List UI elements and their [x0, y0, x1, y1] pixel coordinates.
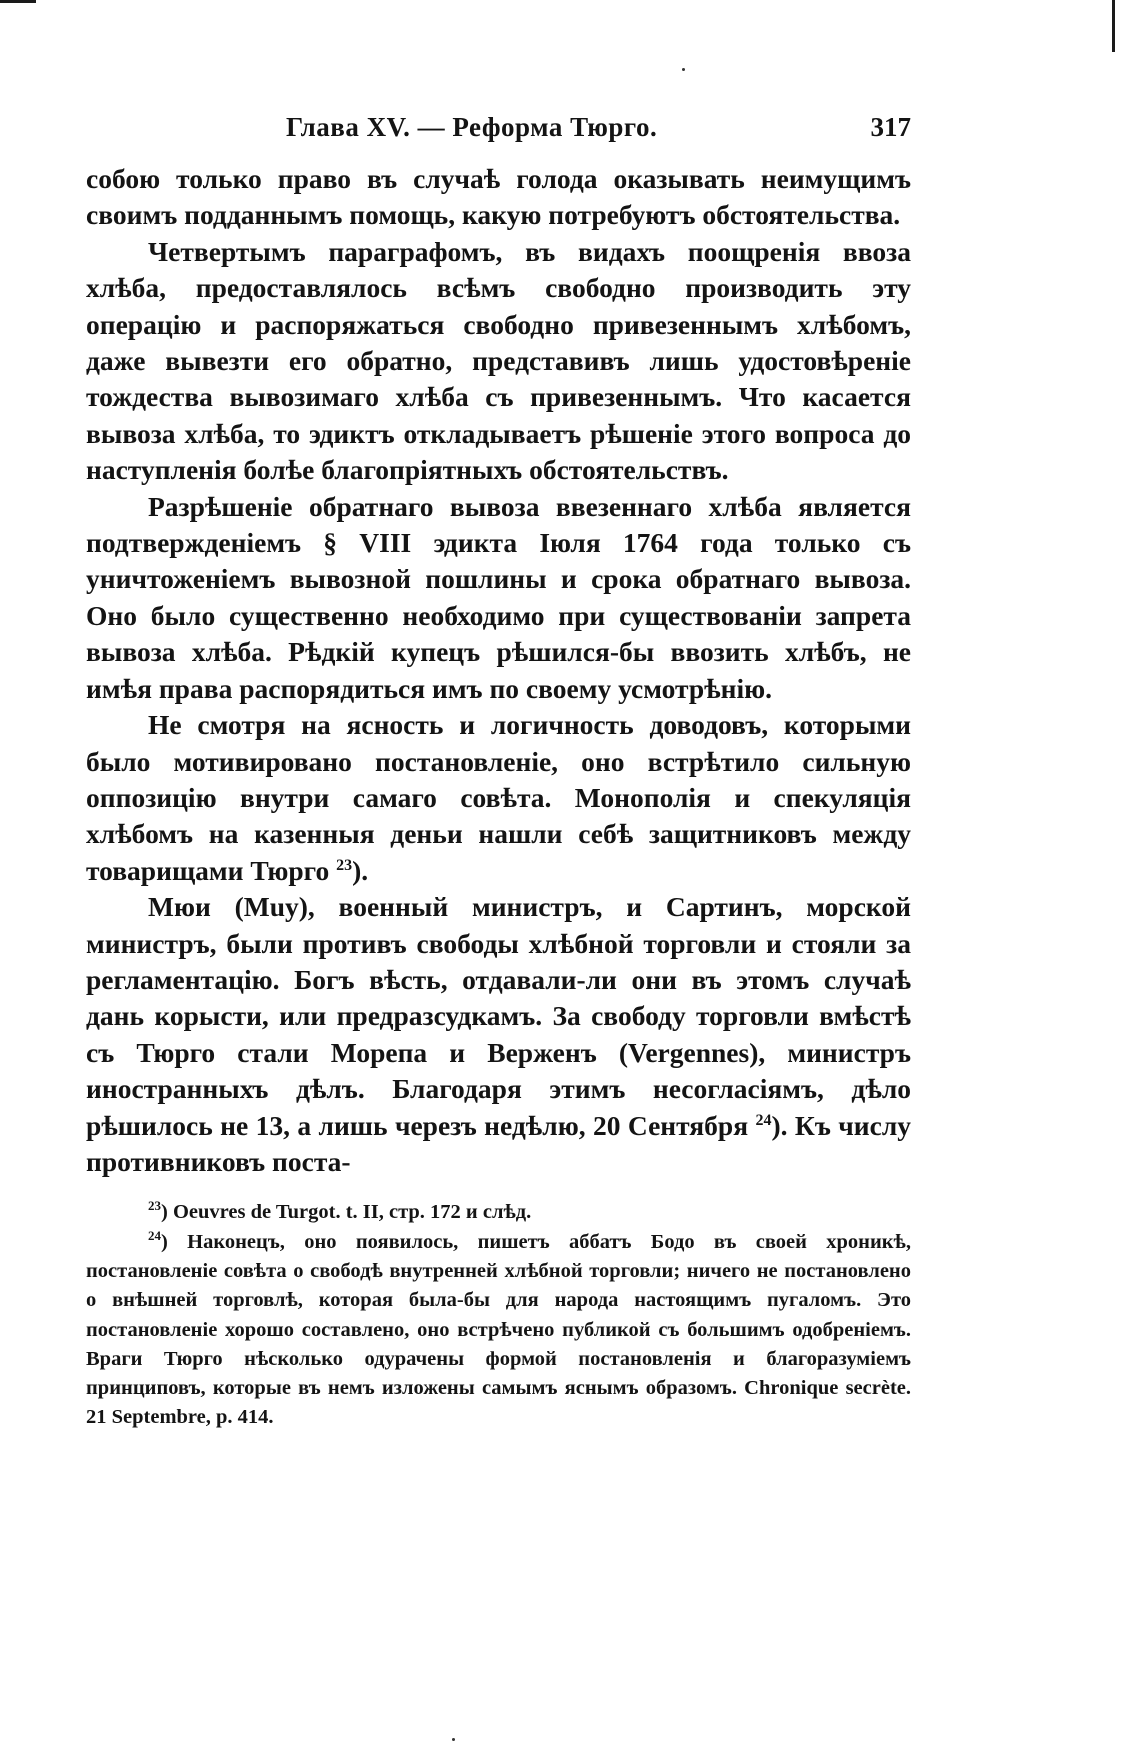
paragraph-text: Не смотря на ясность и логичность доводовъ, которыми было мотивировано постановленіе, оно встрѣтило сильную оппозицію внутри самаго совѣта. Монополія и спекуляція хлѣбомъ на казенныя деньи нашли себѣ защитниковъ между товарищами Тюрго: [86, 709, 911, 886]
footnote-text: ) Oeuvres de Turgot. t. II, стр. 172 и слѣд.: [161, 1201, 532, 1224]
footnotes: [86, 1198, 911, 1432]
footnote-reference: 23: [336, 856, 353, 874]
scan-edge-line-top: [0, 0, 36, 3]
scan-speck: [682, 68, 685, 71]
book-page: [86, 112, 911, 1433]
paragraph: Четвертымъ параграфомъ, въ видахъ поощренія ввоза хлѣба, предоставлялось всѣмъ свободно производить эту операцію и распоряжаться свободно привезеннымъ хлѣбомъ, даже вывезти его обратно, представивъ лишь удостовѣреніе тождества вывозимаго хлѣба съ привезеннымъ. Что касается вывоза хлѣба, то эдиктъ откладываетъ рѣшеніе этого вопроса до наступленія болѣе благопріятныхъ обстоятельствъ.: [86, 235, 911, 486]
chapter-title: Глава XV. — Реформа Тюрго.: [286, 112, 658, 142]
paragraph-continued: собою только право въ случаѣ голода оказывать неимущимъ своимъ подданнымъ помощь, какую потребуютъ обстоятельства.: [86, 163, 911, 231]
footnote-text: ) Наконецъ, оно появилось, пишетъ аббатъ Бодо въ своей хроникѣ, постановленіе совѣта о свободѣ внутренней хлѣбной торговли; ничего не постановлено о внѣшней торговлѣ, которая была-бы для народа настоящимъ пугаломъ. Это постановленіе хорошо составлено, оно встрѣчено публикой съ большимъ одобреніемъ. Враги Тюрго нѣсколько одурачены формой постановленія и благоразуміемъ принциповъ, которые въ немъ изложены самымъ яснымъ образомъ. Chronique secrète. 21 Septembre, p. 414.: [86, 1230, 911, 1429]
paragraph-text: ).: [352, 854, 369, 886]
scan-speck: [452, 1738, 455, 1741]
footnote-mark: 24: [148, 1227, 161, 1243]
footnote-mark: 23: [148, 1198, 161, 1214]
paragraph-text: ). Къ числу противниковъ поста-: [86, 1109, 911, 1177]
page-number: 317: [870, 112, 911, 142]
running-head: [86, 112, 911, 152]
footnote-reference: 24: [755, 1111, 772, 1129]
paragraph: Разрѣшеніе обратнаго вывоза ввезеннаго хлѣба является подтвержденіемъ § VIII эдикта Іюля 1764 года только съ уничтоженіемъ вывозной пошлины и срока обратнаго вывоза. Оно было существенно необходимо при существованіи запрета вывоза хлѣба. Рѣдкій купецъ рѣшился-бы ввозить хлѣбъ, не имѣя права распорядиться имъ по своему усмотрѣнію.: [86, 490, 911, 704]
paragraph: [86, 707, 911, 889]
main-text: [86, 161, 911, 1180]
scan-edge-line-right: [1112, 0, 1115, 52]
footnote: [86, 1198, 911, 1227]
paragraph-text: Мюи (Muy), военный министръ, и Сартинъ, морской министръ, были противъ свободы хлѣбной торговли и стояли за регламентацію. Богъ вѣсть, отдавали-ли они въ этомъ случаѣ дань корысти, или предразсудкамъ. За свободу торговли вмѣстѣ съ Тюрго стали Морепа и Верженъ (Vergennes), министръ иностранныхъ дѣлъ. Благодаря этимъ несогласіямъ, дѣло рѣшилось не 13, а лишь черезъ недѣлю, 20 Сентября: [86, 891, 911, 1141]
paragraph: [86, 889, 911, 1180]
footnote: [86, 1228, 911, 1433]
